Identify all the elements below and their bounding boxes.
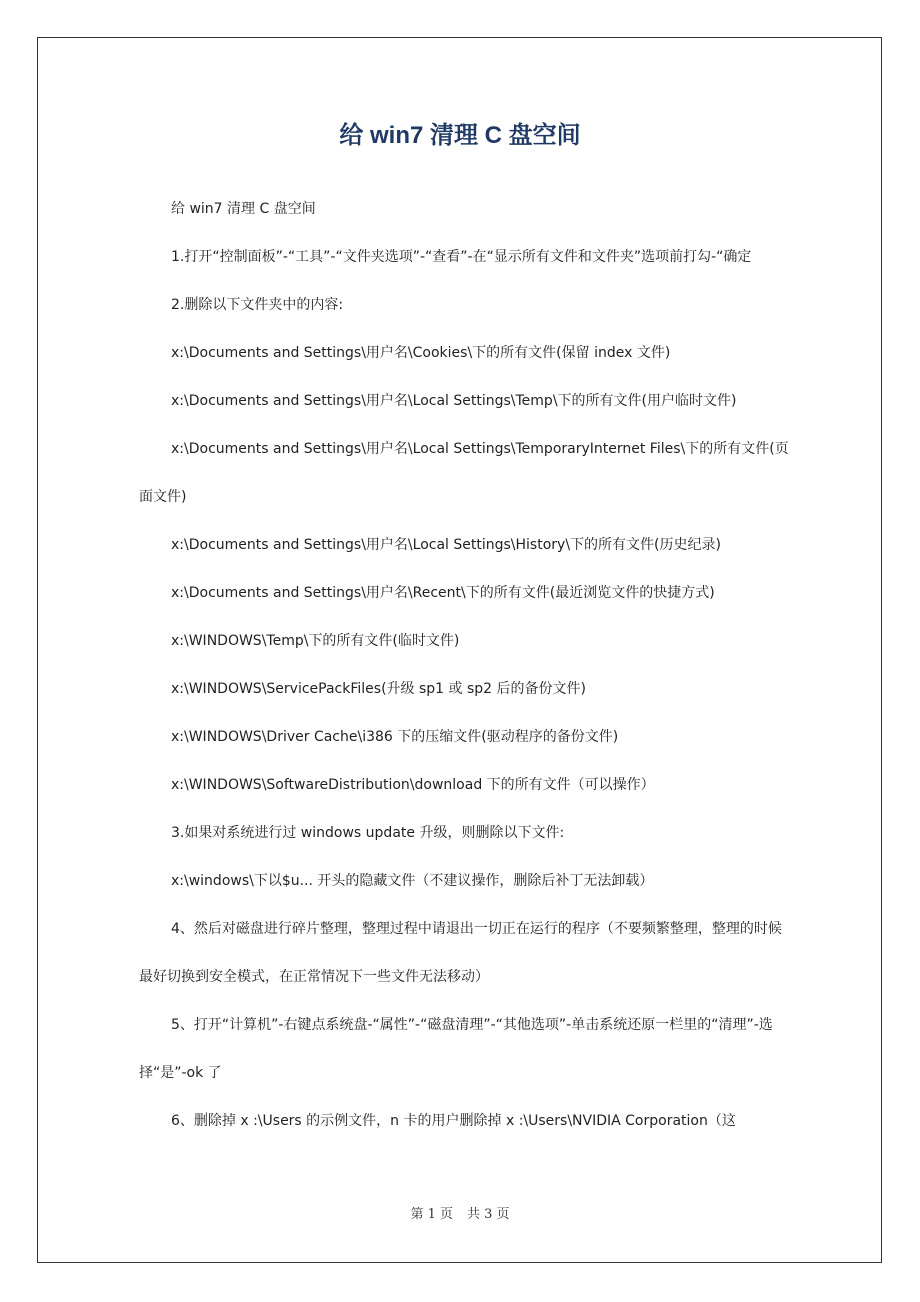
paragraph: 4、然后对磁盘进行碎片整理，整理过程中请退出一切正在运行的程序（不要频繁整理，整理的时候最好切换到安全模式，在正常情况下一些文件无法移动） <box>139 921 782 985</box>
page-number: 第 1 页 <box>410 1207 453 1222</box>
paragraph: x:\Documents and Settings\用户名\Local Settings\TemporaryInternet Files\下的所有文件(页面文件) <box>139 441 789 505</box>
paragraph: x:\Documents and Settings\用户名\Local Settings\Temp\下的所有文件(用户临时文件) <box>171 393 737 409</box>
paragraph: 1.打开“控制面板”-“工具”-“文件夹选项”-“查看”-在“显示所有文件和文件夹”选项前打勾-“确定 <box>171 249 752 265</box>
document-body <box>139 185 789 1145</box>
paragraph: x:\Documents and Settings\用户名\Local Settings\History\下的所有文件(历史纪录) <box>171 537 721 553</box>
paragraph: 5、打开“计算机”-右键点系统盘-“属性”-“磁盘清理”-“其他选项”-单击系统还原一栏里的“清理”-选择“是”-ok 了 <box>139 1017 773 1081</box>
paragraph: x:\WINDOWS\ServicePackFiles(升级 sp1 或 sp2 后的备份文件) <box>171 681 586 697</box>
paragraph: x:\WINDOWS\SoftwareDistribution\download 下的所有文件（可以操作） <box>171 777 655 793</box>
paragraph: x:\WINDOWS\Temp\下的所有文件(临时文件) <box>171 633 460 649</box>
paragraph: x:\Documents and Settings\用户名\Cookies\下的所有文件(保留 index 文件) <box>171 345 671 361</box>
paragraph: 3.如果对系统进行过 windows update 升级，则删除以下文件: <box>171 825 565 841</box>
paragraph: 给 win7 清理 C 盘空间 <box>171 201 316 217</box>
paragraph: 2.删除以下文件夹中的内容: <box>171 297 344 313</box>
paragraph: x:\WINDOWS\Driver Cache\i386 下的压缩文件(驱动程序的备份文件) <box>171 729 619 745</box>
paragraph: 6、删除掉 x :\Users 的示例文件，n 卡的用户删除掉 x :\Users\NVIDIA Corporation（这 <box>171 1113 736 1129</box>
paragraph: x:\Documents and Settings\用户名\Recent\下的所有文件(最近浏览文件的快捷方式) <box>171 585 715 601</box>
document-title: 给 win7 清理 C 盘空间 <box>339 122 581 149</box>
paragraph: x:\windows\下以$u... 开头的隐藏文件（不建议操作，删除后补丁无法卸载） <box>171 873 654 889</box>
page-footer <box>0 1205 920 1225</box>
page-total: 共 3 页 <box>467 1207 510 1222</box>
